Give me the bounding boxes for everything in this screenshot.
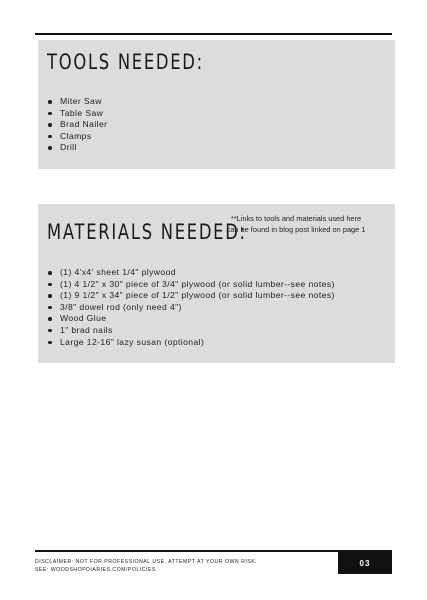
disclaimer-line: DISCLAIMER: NOT FOR PROFESSIONAL USE. ATTEMPT AT YOUR OWN RISK. [35,559,258,565]
list-item-text: Brad Nailer [60,119,108,130]
tools-heading: TOOLS NEEDED: [47,50,204,74]
list-item-text: (1) 4 1/2" x 30" piece of 3/4" plywood (or solid lumber--see notes) [60,278,335,289]
tools-list [48,96,107,154]
list-item [48,337,335,349]
links-note-line: can be found in blog post linked on page 1 [226,225,366,234]
bullet-icon [48,135,52,139]
list-item [48,302,335,314]
bullet-icon [48,294,52,298]
materials-heading: MATERIALS NEEDED: [47,220,247,244]
links-note [211,213,381,235]
list-item-text: (1) 4'x4' sheet 1/4" plywood [60,267,176,277]
list-item-text: Table Saw [60,107,104,118]
list-item-text: 3/8" dowel rod (only need 4") [60,301,182,312]
list-item-text: Wood Glue [60,313,107,324]
list-item [48,96,107,108]
list-item [48,142,107,154]
bullet-icon [48,317,52,321]
list-item [48,313,335,325]
list-item-text: Clamps [60,130,92,141]
bullet-icon [48,283,52,287]
bullet-icon [48,341,52,345]
materials-needed-panel [38,204,395,363]
list-item [48,267,335,279]
tools-needed-panel [38,40,395,169]
page-number-badge: 03 [338,552,392,574]
bullet-icon [48,306,52,310]
bullet-icon [48,112,52,116]
bullet-icon [48,146,52,150]
bullet-icon [48,329,52,333]
list-item-text: Miter Saw [60,96,102,106]
list-item [48,119,107,131]
list-item [48,108,107,120]
links-note-line: **Links to tools and materials used here [230,214,362,223]
bullet-icon [48,100,52,104]
list-item-text: Drill [60,142,77,153]
list-item [48,279,335,291]
list-item-text: (1) 9 1/2" x 34" piece of 1/2" plywood (or solid lumber--see notes) [60,290,335,301]
bullet-icon [48,123,52,127]
top-divider [35,33,392,35]
bullet-icon [48,271,52,275]
disclaimer-line: SEE: WOODSHOPDIARIES.COM/POLICIES [35,567,156,573]
materials-list [48,267,335,348]
list-item [48,290,335,302]
disclaimer [35,558,257,574]
list-item [48,325,335,337]
list-item-text: Large 12-16" lazy susan (optional) [60,336,205,347]
list-item-text: 1" brad nails [60,324,113,335]
list-item [48,131,107,143]
